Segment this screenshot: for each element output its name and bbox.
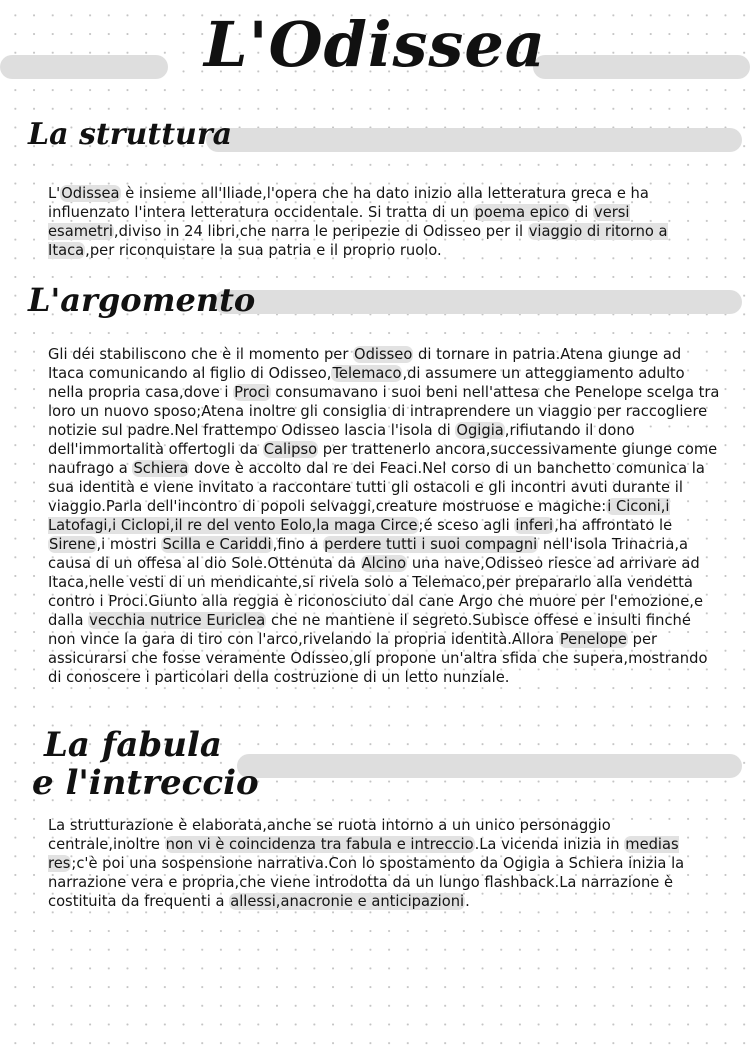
section-bar-struttura — [206, 128, 742, 152]
highlighted-term: inferi — [515, 517, 554, 534]
text-segment: .La vicenda inizia in — [474, 836, 625, 853]
section-bar-fabula — [237, 754, 742, 778]
text-segment: ,i mostri — [96, 536, 162, 553]
section-heading-struttura: La struttura — [28, 117, 233, 152]
text-segment: una nave,Odisseo riesce ad arrivare ad Itaca,nelle vesti di un mendicante,si rivela solo a Telemaco,per prepararlo alla vendetta contro i Proci.Giunto alla reggia è riconosciuto dal cane Argo che muore per l'emozione,e dalla — [48, 555, 703, 629]
text-segment: è insieme all'Iliade,l'opera che ha dato inizio alla letteratura greca e ha influenzato l'intera letteratura occidentale. Si tratta di un — [48, 185, 649, 221]
highlighted-term: versi esametri — [48, 204, 630, 240]
text-segment: nell'isola Trinacria,a causa di un offesa al dio Sole.Ottenuta da — [48, 536, 689, 572]
section-paragraph-struttura — [48, 184, 720, 260]
highlighted-term: Odissea — [61, 185, 120, 202]
text-segment: dove è accolto dal re dei Feaci.Nel corso di un banchetto comunica la sua identità e viene invitato a raccontare tutti gli ostacoli e gli incontri avuti durante il viaggio.Parla dell'incontro di popoli selvaggi,creature mostruose e magiche: — [48, 460, 705, 515]
section-paragraph-argomento — [48, 345, 720, 687]
highlighted-term: Ogigia — [456, 422, 504, 439]
highlighted-term: Calipso — [263, 441, 318, 458]
section-heading-fabula-line-2: e l'intreccio — [32, 763, 259, 803]
section-bar-argomento — [214, 290, 742, 314]
highlighted-term: perdere tutti i suoi compagni — [324, 536, 538, 553]
text-segment: per trattenerlo ancora,successivamente giunge come naufrago a — [48, 441, 718, 477]
text-segment: . — [465, 893, 470, 910]
highlighted-term: Alcino — [361, 555, 407, 572]
text-segment: ;c'è poi una sospensione narrativa.Con lo spostamento da Ogigia a Schiera inizia la narrazione vera e propria,che viene introdotta da un lungo flashback.La narrazione è costituita da frequenti a — [48, 855, 685, 910]
text-segment: ,per riconquistare la sua patria e il proprio ruolo. — [85, 242, 442, 259]
highlighted-term: viaggio di ritorno a Itaca — [48, 223, 668, 259]
text-segment: che ne mantiene il segreto.Subisce offese e insulti finché non vince la gara di tiro con l'arco,rivelando la propria identità.Allora — [48, 612, 691, 648]
highlighted-term: i Ciconi,i Latofagi,i Ciclopi,il re del vento Eolo,la maga Circe — [48, 498, 670, 534]
text-segment: di — [570, 204, 594, 221]
highlighted-term: Penelope — [559, 631, 627, 648]
text-segment: Gli déi stabiliscono che è il momento per — [48, 346, 354, 363]
section-heading-argomento: L'argomento — [28, 281, 256, 319]
text-segment: ,fino a — [272, 536, 324, 553]
text-segment: consumavano i suoi beni nell'attesa che Penelope scelga tra loro un nuovo sposo;Atena inoltre gli consiglia di intraprendere un viaggio per raccogliere notizie sul padre.Nel frattempo Odisseo lascia l'isola di — [48, 384, 720, 439]
highlighted-term: Proci — [234, 384, 270, 401]
highlighted-term: medias res — [48, 836, 679, 872]
highlighted-term: non vi è coincidenza tra fabula e intreccio — [165, 836, 474, 853]
text-segment: di tornare in patria.Atena giunge ad Itaca comunicando al figlio di Odisseo, — [48, 346, 682, 382]
text-segment: ;é sceso agli — [418, 517, 515, 534]
section-paragraph-fabula — [48, 816, 720, 911]
highlighted-term: allessi,anacronie e anticipazioni — [230, 893, 465, 910]
highlighted-term: Schiera — [133, 460, 189, 477]
highlighted-term: Scilla e Cariddi — [162, 536, 272, 553]
highlighted-term: Odisseo — [354, 346, 413, 363]
text-segment: L' — [48, 185, 61, 202]
section-heading-fabula-line-1: La fabula — [44, 725, 222, 765]
page-title: L'Odissea — [204, 8, 546, 81]
text-segment: per assicurarsi che fosse veramente Odisseo,gli propone un'altra sfida che supera,mostrando di conoscere i particolari della costruzione di un letto nunziale. — [48, 631, 708, 686]
text-segment: ,ha affrontato le — [554, 517, 673, 534]
highlighted-term: Telemaco — [332, 365, 402, 382]
text-segment: ,di assumere un atteggiamento adulto nella propria casa,dove i — [48, 365, 685, 401]
highlighted-term: poema epico — [474, 204, 570, 221]
highlighted-term: Sirene — [49, 536, 96, 553]
text-segment: ,rifiutando il dono dell'immortalità offertogli da — [48, 422, 635, 458]
text-segment: La strutturazione è elaborata,anche se ruota intorno a un unico personaggio centrale,inoltre — [48, 817, 611, 853]
text-segment: ,diviso in 24 libri,che narra le peripezie di Odisseo per il — [113, 223, 528, 240]
highlighted-term: vecchia nutrice Euriclea — [89, 612, 266, 629]
